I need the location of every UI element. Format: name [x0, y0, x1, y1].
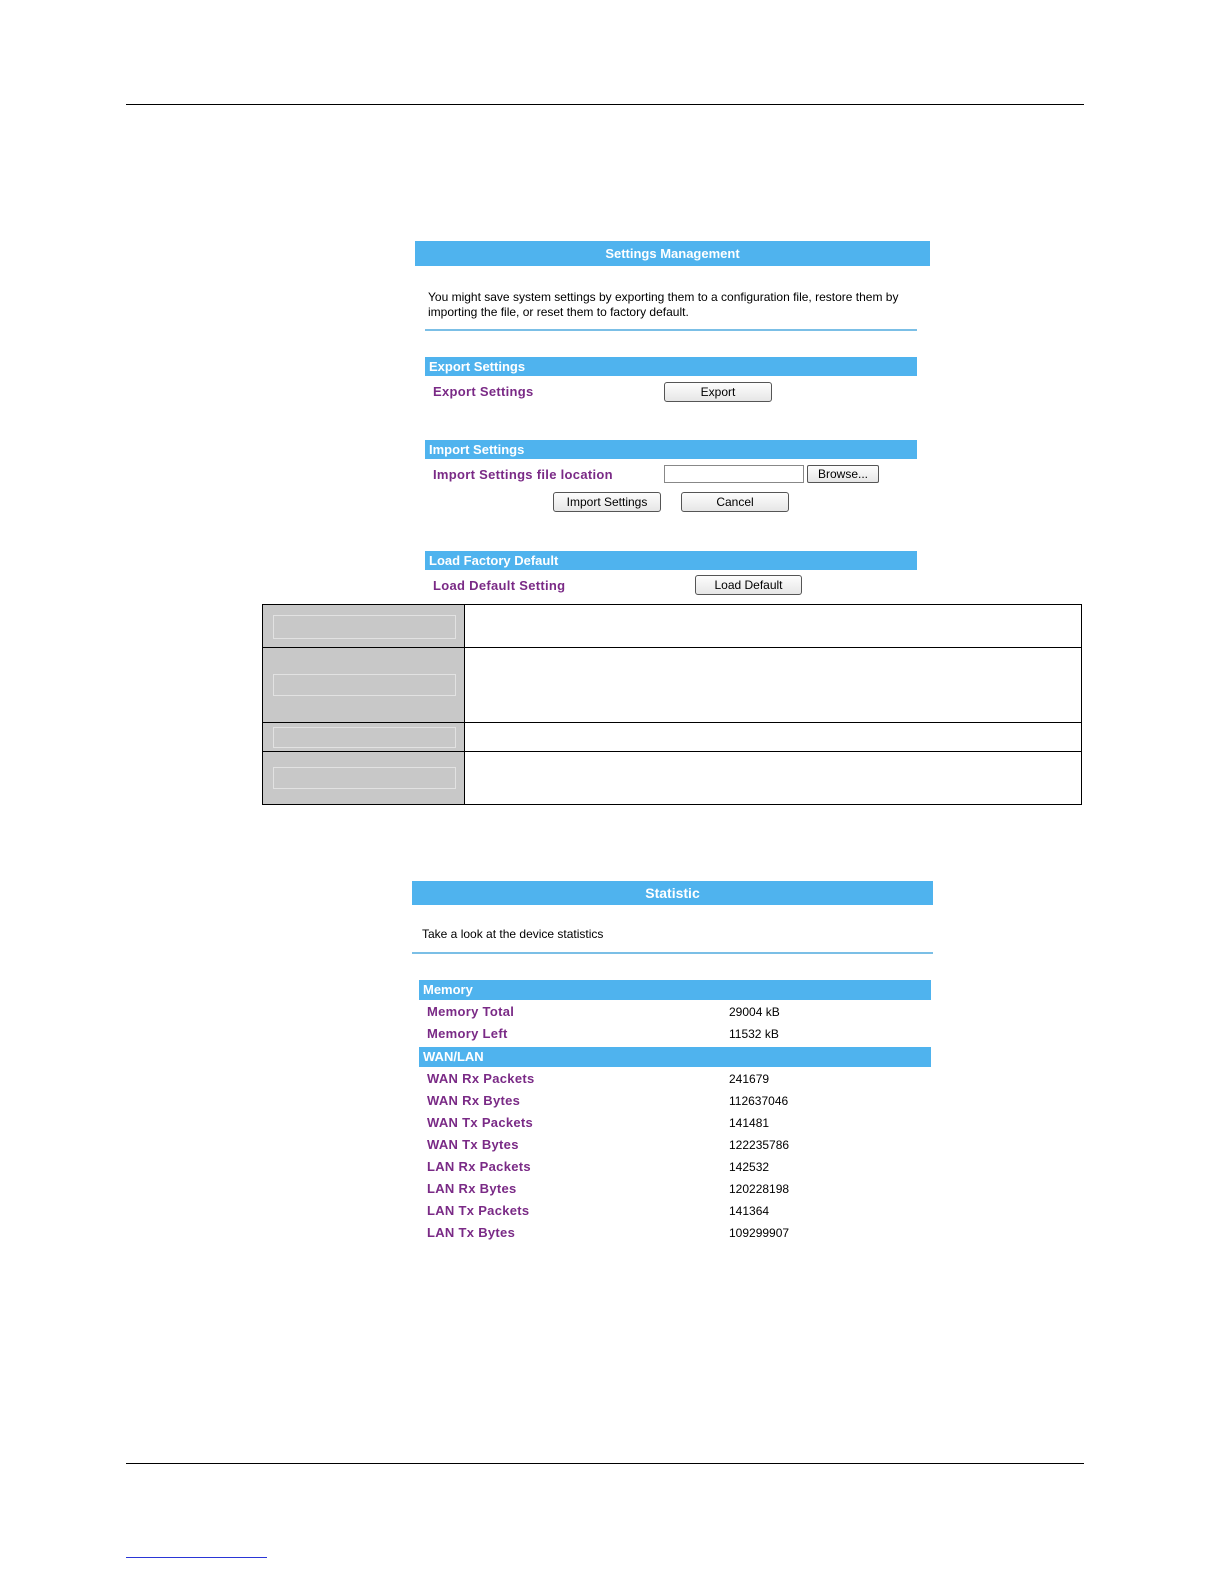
parameter-name-cell [263, 752, 465, 805]
export-section-header: Export Settings [425, 357, 917, 376]
page-footer-rule [126, 1463, 1084, 1464]
cancel-button[interactable]: Cancel [681, 492, 789, 512]
load-default-button[interactable]: Load Default [695, 575, 802, 595]
stat-value: 141481 [729, 1116, 770, 1130]
stat-value: 241679 [729, 1072, 770, 1086]
stat-label: Memory Total [427, 1004, 515, 1019]
settings-description: You might save system settings by exporting them to a configuration file, restore them by importing the file, or reset them to factory default. [428, 290, 899, 319]
parameter-table [262, 604, 1082, 805]
stat-label: WAN Rx Packets [427, 1071, 535, 1086]
settings-title-bar: Settings Management [415, 241, 930, 266]
stat-label: WAN Tx Bytes [427, 1137, 519, 1152]
statistic-description: Take a look at the device statistics [422, 927, 604, 941]
parameter-name-cell [263, 648, 465, 723]
table-row [263, 752, 1082, 805]
page-header-rule [126, 104, 1084, 105]
export-button[interactable]: Export [664, 382, 772, 402]
parameter-description-cell [465, 752, 1082, 805]
parameter-description-cell [465, 605, 1082, 648]
stat-label: LAN Rx Packets [427, 1159, 531, 1174]
stat-value: 122235786 [729, 1138, 790, 1152]
stat-label: Memory Left [427, 1026, 508, 1041]
stat-value: 29004 kB [729, 1005, 780, 1019]
settings-divider [425, 329, 917, 331]
stat-value: 120228198 [729, 1182, 790, 1196]
parameter-name-cell [263, 605, 465, 648]
stat-label: LAN Tx Bytes [427, 1225, 516, 1240]
stat-value: 142532 [729, 1160, 770, 1174]
load-default-setting-label: Load Default Setting [433, 578, 566, 593]
stat-value: 112637046 [729, 1094, 789, 1108]
stat-label: WAN Tx Packets [427, 1115, 534, 1130]
stat-label: LAN Rx Bytes [427, 1181, 517, 1196]
parameter-description-cell [465, 648, 1082, 723]
stat-label: WAN Rx Bytes [427, 1093, 521, 1108]
footer-link[interactable] [126, 1557, 267, 1558]
table-row [263, 723, 1082, 752]
import-section-header: Import Settings [425, 440, 917, 459]
parameter-description-cell [465, 723, 1082, 752]
statistic-title-bar: Statistic [412, 881, 933, 905]
stat-value: 11532 kB [729, 1027, 779, 1041]
table-row [263, 605, 1082, 648]
wanlan-section-header: WAN/LAN [419, 1047, 931, 1067]
stat-value: 109299907 [729, 1226, 790, 1240]
browse-button[interactable]: Browse... [807, 465, 879, 483]
factory-default-section-header: Load Factory Default [425, 551, 917, 570]
table-row [263, 648, 1082, 723]
statistic-divider [412, 952, 933, 954]
import-settings-button[interactable]: Import Settings [553, 492, 661, 512]
stat-label: LAN Tx Packets [427, 1203, 530, 1218]
export-settings-label: Export Settings [433, 384, 534, 399]
parameter-name-cell [263, 723, 465, 752]
memory-section-header: Memory [419, 980, 931, 1000]
import-file-location-label: Import Settings file location [433, 467, 613, 482]
import-file-field[interactable] [664, 465, 804, 483]
stat-value: 141364 [729, 1204, 770, 1218]
